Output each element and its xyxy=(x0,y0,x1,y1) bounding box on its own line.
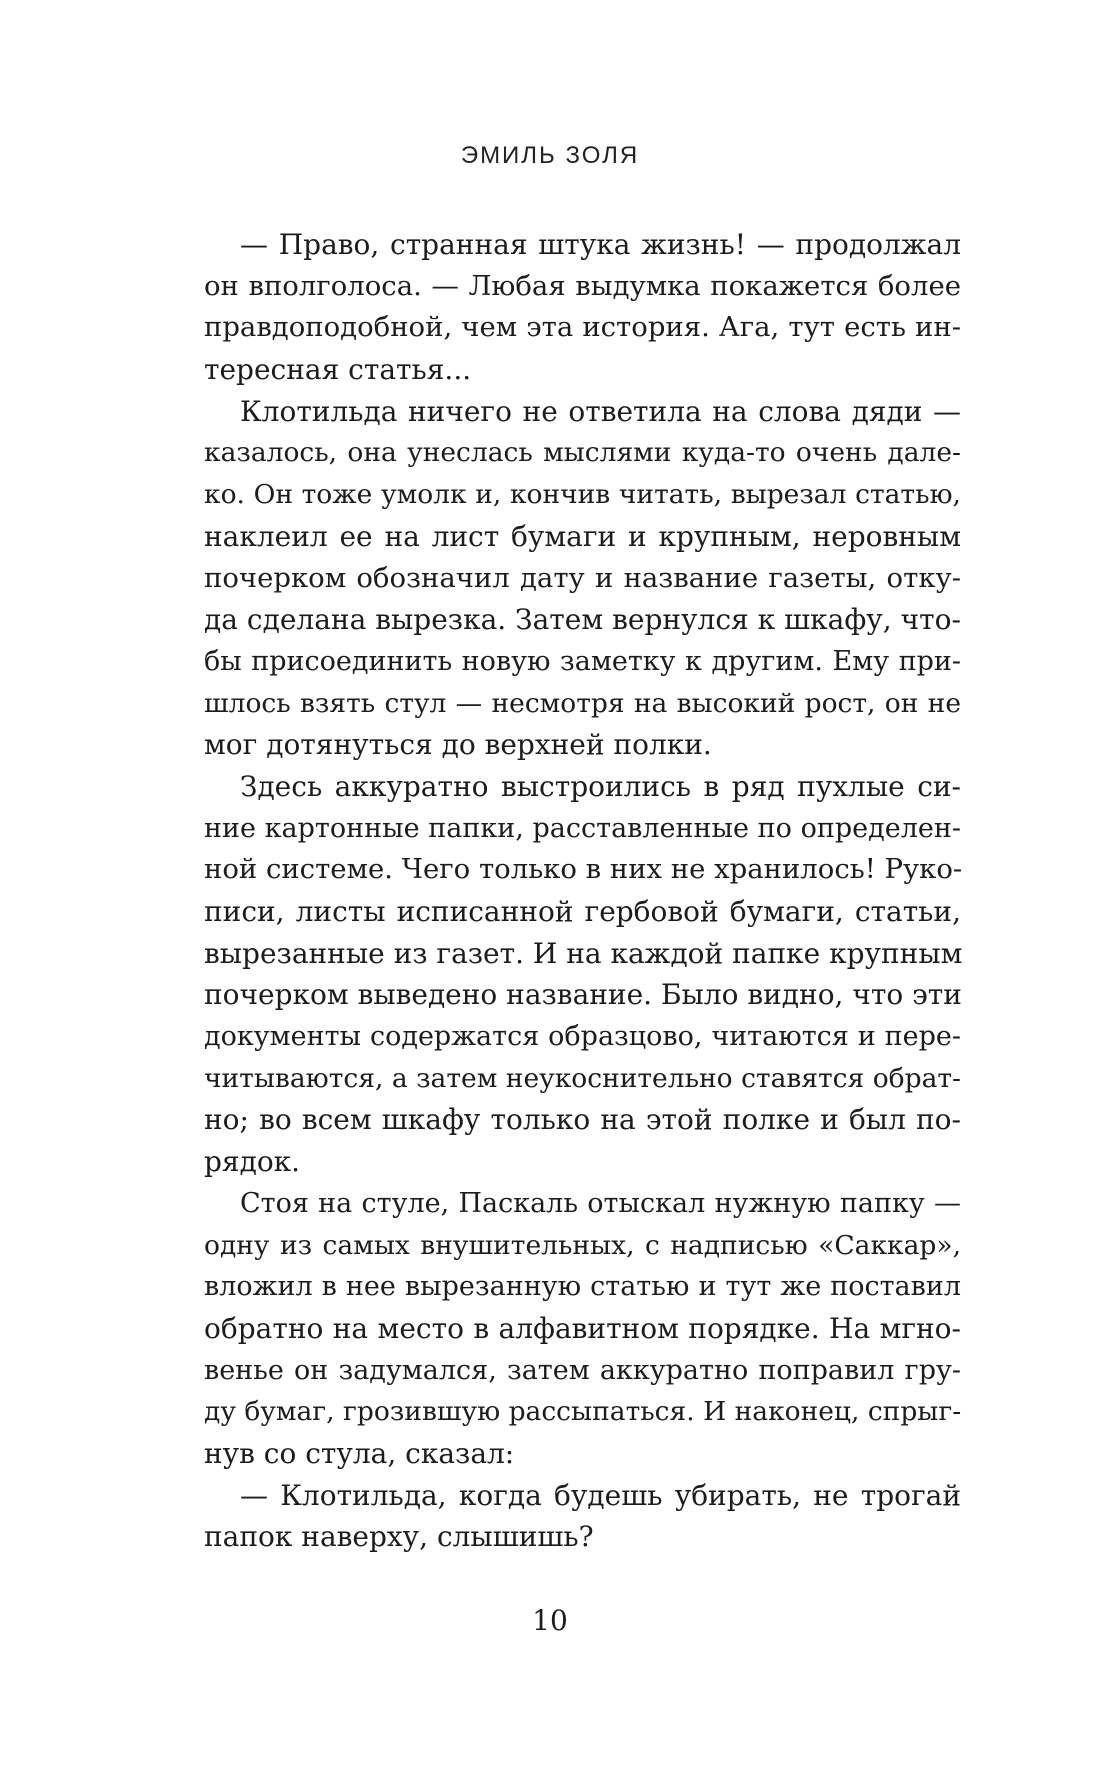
text-line: — Право, странная штука жизнь! — продолжал xyxy=(240,228,961,261)
text-line: нув со стула, сказал: xyxy=(204,1436,515,1470)
text-line: — Клотильда, когда будешь убирать, не трогай xyxy=(240,1478,961,1512)
text-line: почерком обозначил дату и название газеты, отку- xyxy=(204,561,961,594)
text-line: наклеил ее на лист бумаги и крупным, неровным xyxy=(204,519,961,553)
running-head: ЭМИЛЬ ЗОЛЯ xyxy=(460,142,640,169)
text-line: Стоя на стуле, Паскаль отыскал нужную папку — xyxy=(240,1187,961,1219)
text-line: рядок. xyxy=(204,1145,301,1179)
text-line: тересная статья... xyxy=(204,353,472,387)
text-line: ние картонные папки, расставленные по определен- xyxy=(204,812,961,844)
text-line: венье он задумался, затем аккуратно поправил гру- xyxy=(204,1354,961,1386)
text-line: правдоподобной, чем эта история. Ага, тут есть ин- xyxy=(204,311,961,344)
text-line: читываются, а затем неукоснительно ставятся обрат- xyxy=(204,1062,961,1094)
text-line: ко. Он тоже умолк и, кончив читать, вырезал статью, xyxy=(204,479,961,511)
text-line: но; во всем шкафу только на этой полке и был по- xyxy=(204,1103,961,1137)
text-line: папок наверху, слышишь? xyxy=(204,1520,594,1554)
paragraph-2 xyxy=(204,391,961,766)
paragraph-1 xyxy=(204,224,961,391)
text-line: ной системе. Чего только в них не хранилось! Руко- xyxy=(204,853,963,886)
text-line: обратно на место в алфавитном порядке. На мгно- xyxy=(204,1311,961,1345)
text-line: шлось взять стул — несмотря на высокий рост, он не xyxy=(204,687,961,719)
text-line: мог дотянуться до верхней полки. xyxy=(204,728,712,762)
text-line: Здесь аккуратно выстроились в ряд пухлые си- xyxy=(240,769,961,803)
text-line: одну из самых внушительных, с надписью «Саккар», xyxy=(204,1229,961,1261)
text-line: писи, листы исписанной гербовой бумаги, статьи, xyxy=(204,895,961,928)
text-line: он вполголоса. — Любая выдумка покажется более xyxy=(204,269,961,302)
paragraph-3 xyxy=(204,766,961,1183)
text-line: вложил в нее вырезанную статью и тут же поставил xyxy=(204,1271,961,1303)
text-line: вырезанные из газет. И на каждой папке крупным xyxy=(204,936,963,970)
text-line: ду бумаг, грозившую рассыпаться. И наконец, спрыг- xyxy=(204,1396,962,1428)
paragraph-4 xyxy=(204,1183,961,1475)
page-number: 10 xyxy=(532,1604,568,1637)
text-block xyxy=(204,224,961,1558)
text-line: документы содержатся образцово, читаются и пере- xyxy=(204,1021,961,1053)
text-line: бы присоединить новую заметку к другим. Ему при- xyxy=(204,645,961,677)
text-line: казалось, она унеслась мыслями куда-то очень дале- xyxy=(204,437,961,469)
paragraph-5 xyxy=(204,1475,961,1558)
text-line: Клотильда ничего не ответила на слова дяди — xyxy=(240,394,961,428)
text-line: да сделана вырезка. Затем вернулся к шкафу, что- xyxy=(204,603,961,637)
text-line: почерком выведено название. Было видно, что эти xyxy=(204,978,962,1012)
